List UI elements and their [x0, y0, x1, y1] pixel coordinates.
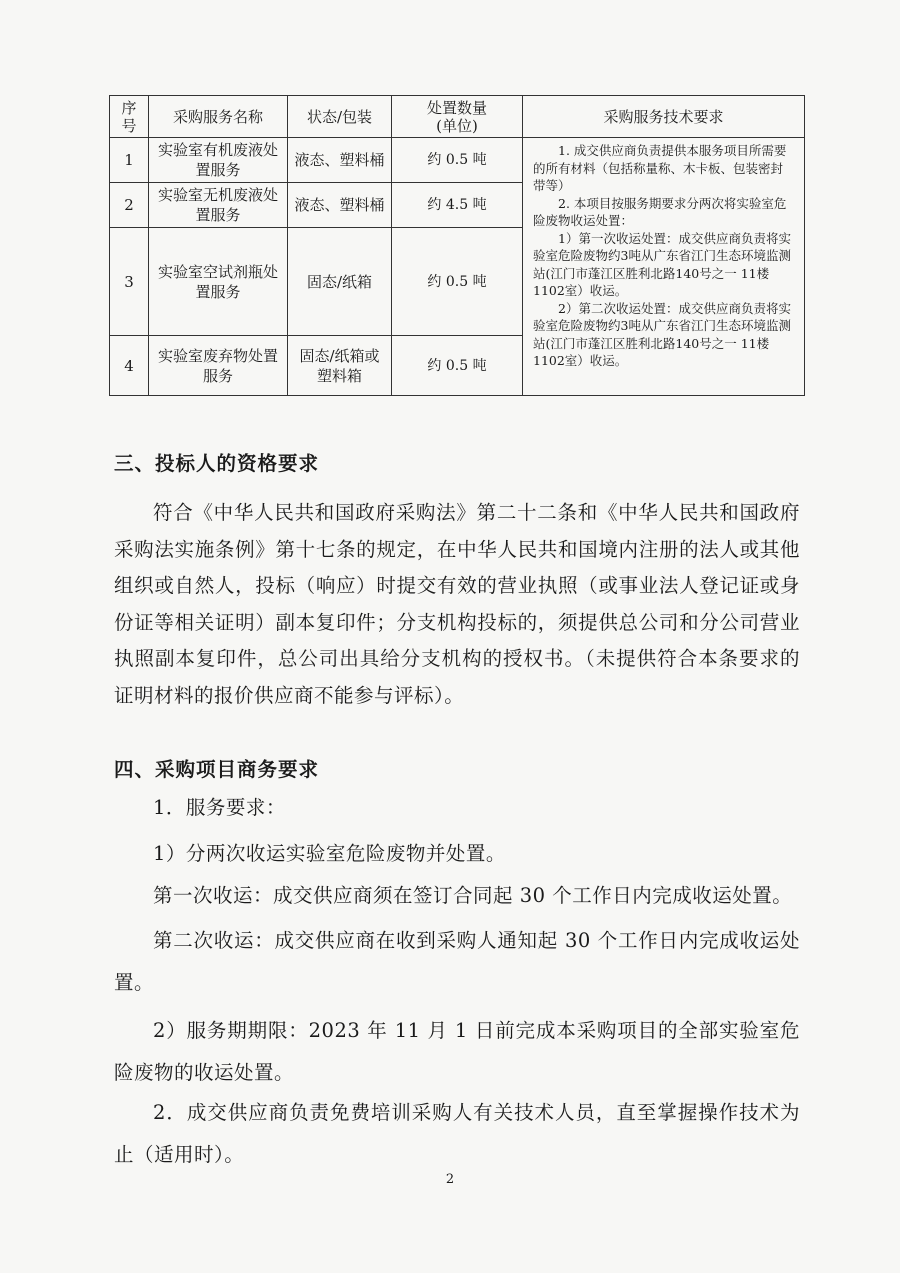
tech-requirements — [523, 138, 805, 396]
header-tech: 采购服务技术要求 — [523, 96, 805, 138]
table-header-row — [110, 96, 805, 138]
tech-item: 2）第二次收运处置：成交供应商负责将实验室危险废物约3吨从广东省江门生态环境监测站(江门市蓬江区胜利北路140号之一 11楼1102室）收运。 — [533, 300, 791, 368]
section3-body-block — [114, 495, 800, 714]
header-no: 序 号 — [110, 96, 149, 138]
header-qty: 处置数量 (单位) — [392, 96, 523, 138]
training-block — [114, 1092, 800, 1176]
row-state: 液态、塑料桶 — [288, 183, 392, 228]
row-state: 固态/纸箱或塑料箱 — [288, 336, 392, 396]
row-qty: 约 0.5 吨 — [392, 336, 523, 396]
tech-item: 1）第一次收运处置：成交供应商负责将实验室危险废物约3吨从广东省江门生态环境监测站(江门市蓬江区胜利北路140号之一 11楼1102室）收运。 — [533, 230, 791, 298]
tech-item: 1. 成交供应商负责提供本服务项目所需要的所有材料（包括称量称、木卡板、包装密封带等） — [533, 143, 787, 193]
procurement-table — [109, 95, 805, 396]
service-item-1: 1）分两次收运实验室危险废物并处置。 — [153, 842, 506, 865]
row-qty: 约 4.5 吨 — [392, 183, 523, 228]
row-state: 液态、塑料桶 — [288, 138, 392, 183]
row-name: 实验室废弃物处置服务 — [149, 336, 288, 396]
row-name: 实验室空试剂瓶处置服务 — [149, 228, 288, 336]
row-name: 实验室有机废液处置服务 — [149, 138, 288, 183]
table-row — [110, 138, 805, 183]
service-period-block — [114, 1010, 800, 1094]
section4-heading: 四、采购项目商务要求 — [114, 758, 320, 781]
row-no: 3 — [110, 228, 149, 336]
header-name: 采购服务名称 — [149, 96, 288, 138]
row-no: 2 — [110, 183, 149, 228]
tech-item: 2. 本项目按服务期要求分两次将实验室危险废物收运处置： — [533, 195, 787, 228]
row-qty: 约 0.5 吨 — [392, 138, 523, 183]
row-name: 实验室无机废液处置服务 — [149, 183, 288, 228]
row-no: 4 — [110, 336, 149, 396]
row-qty: 约 0.5 吨 — [392, 228, 523, 336]
row-no: 1 — [110, 138, 149, 183]
row-state: 固态/纸箱 — [288, 228, 392, 336]
training-requirement: 2．成交供应商负责免费培训采购人有关技术人员，直至掌握操作技术为止（适用时）。 — [114, 1101, 800, 1166]
page-number: 2 — [445, 1172, 455, 1187]
section3-body: 符合《中华人民共和国政府采购法》第二十二条和《中华人民共和国政府采购法实施条例》第十七条的规定，在中华人民共和国境内注册的法人或其他组织或自然人，投标（响应）时提交有效的营业执照（或事业法人登记证或身份证等相关证明）副本复印件；分支机构投标的，须提供总公司和分公司营业执照副本复印件，总公司出具给分支机构的授权书。（未提供符合本条要求的证明材料的报价供应商不能参与评标）。 — [114, 501, 800, 707]
section3-heading: 三、投标人的资格要求 — [114, 452, 320, 475]
second-collection: 第二次收运：成交供应商在收到采购人通知起 30 个工作日内完成收运处置。 — [114, 929, 800, 994]
header-state: 状态/包装 — [288, 96, 392, 138]
service-requirements: 1．服务要求： — [153, 796, 286, 819]
first-collection: 第一次收运：成交供应商须在签订合同起 30 个工作日内完成收运处置。 — [153, 884, 793, 907]
service-period: 2）服务期期限：2023 年 11 月 1 日前完成本采购项目的全部实验室危险废物的收运处置。 — [114, 1019, 800, 1084]
second-collection-block — [114, 920, 800, 1004]
